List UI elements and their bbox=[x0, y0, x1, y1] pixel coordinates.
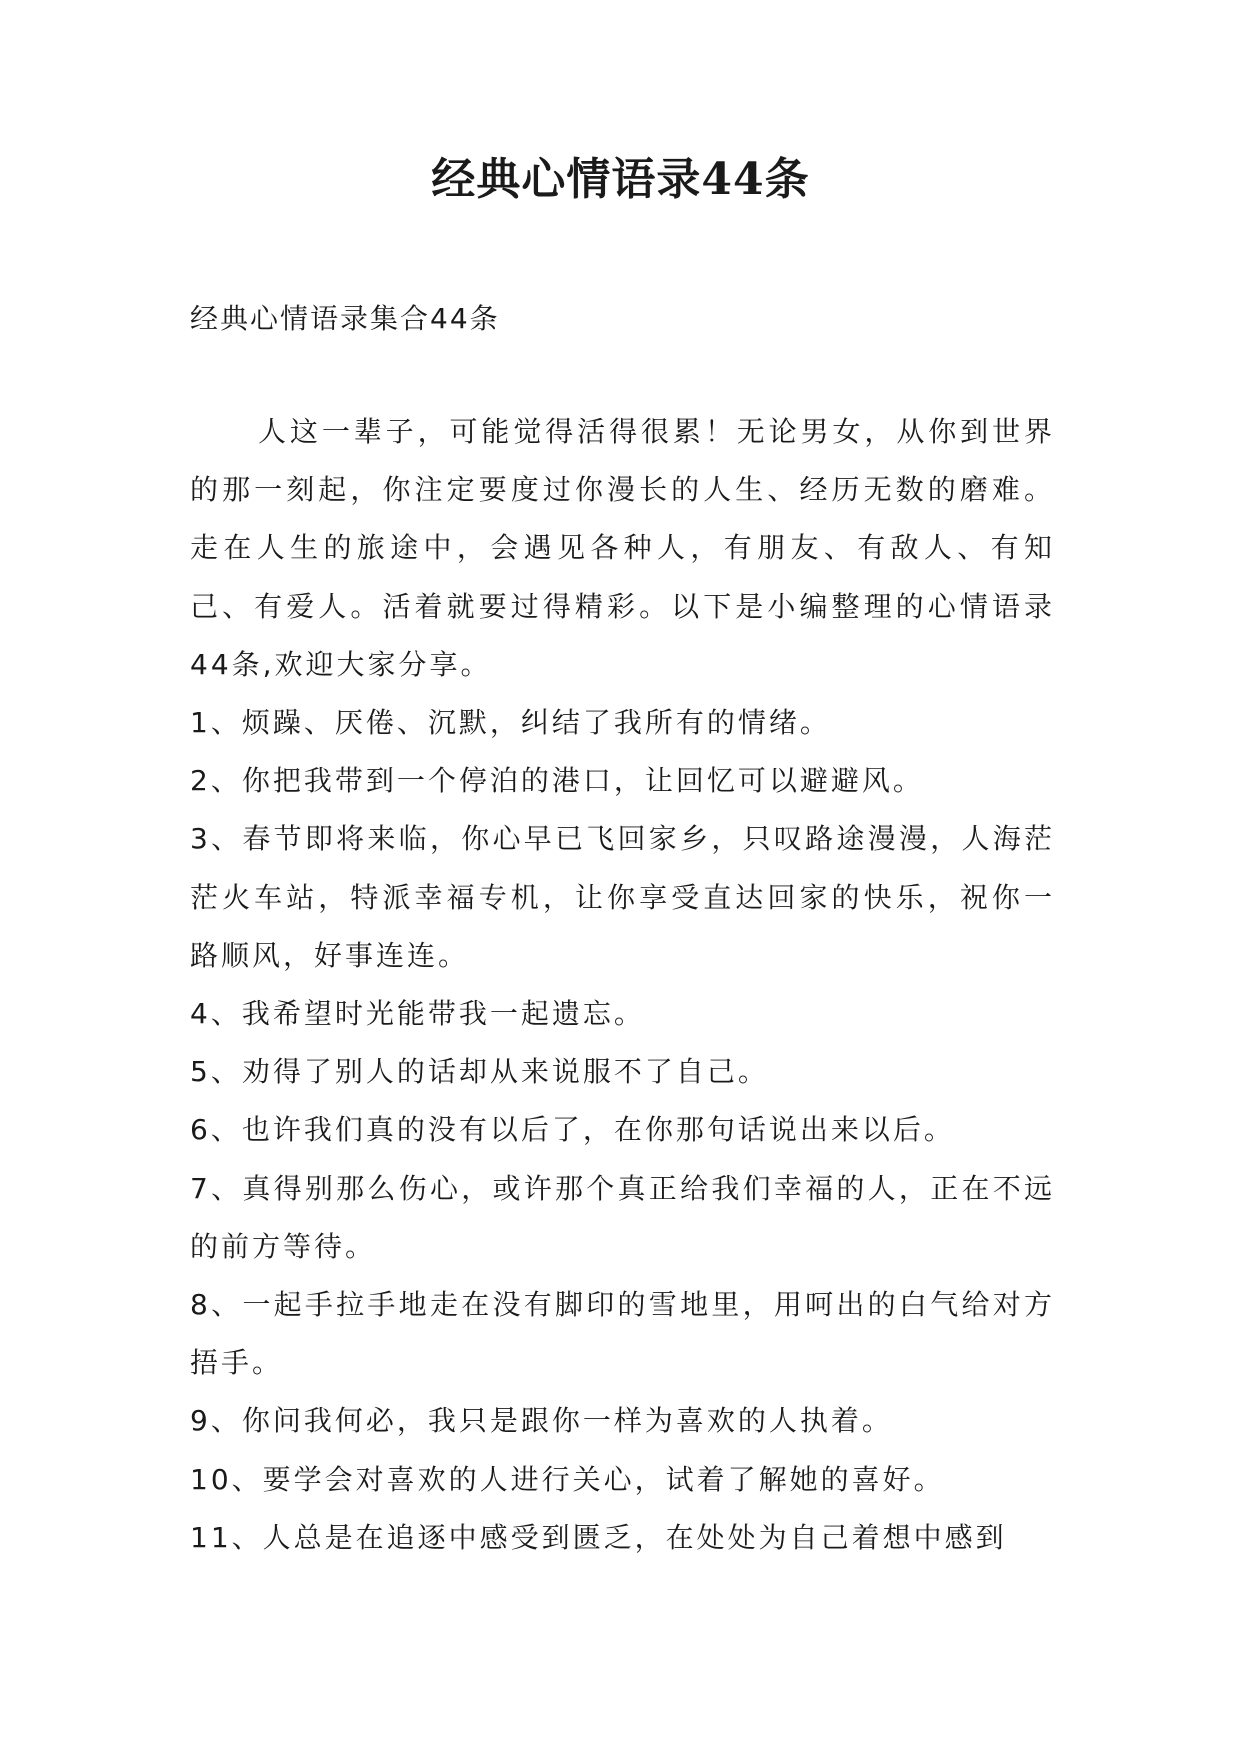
list-item: 3、春节即将来临，你心早已飞回家乡，只叹路途漫漫，人海茫茫火车站，特派幸福专机，让你享受直达回家的快乐，祝你一路顺风，好事连连。 bbox=[190, 822, 1055, 972]
document-title: 经典心情语录44条 bbox=[431, 154, 810, 205]
list-item: 7、真得别那么伤心，或许那个真正给我们幸福的人，正在不远的前方等待。 bbox=[190, 1171, 1055, 1263]
list-item: 8、一起手拉手地走在没有脚印的雪地里，用呵出的白气给对方捂手。 bbox=[190, 1288, 1055, 1380]
intro-paragraph: 人这一辈子，可能觉得活得很累！无论男女，从你到世界的那一刻起，你注定要度过你漫长的人生、经历无数的磨难。走在人生的旅途中，会遇见各种人，有朋友、有敌人、有知己、有爱人。活着就要过得精彩。以下是小编整理的心情语录44条,欢迎大家分享。 bbox=[190, 415, 1055, 681]
list-item: 6、也许我们真的没有以后了，在你那句话说出来以后。 bbox=[190, 1113, 955, 1147]
document-body bbox=[190, 403, 1055, 1567]
list-item: 11、人总是在追逐中感受到匮乏，在处处为自己着想中感到 bbox=[190, 1520, 1007, 1554]
list-item: 5、劝得了别人的话却从来说服不了自己。 bbox=[190, 1055, 769, 1089]
document-subtitle: 经典心情语录集合44条 bbox=[190, 302, 500, 335]
list-item: 9、你问我何必，我只是跟你一样为喜欢的人执着。 bbox=[190, 1404, 893, 1438]
list-item: 4、我希望时光能带我一起遗忘。 bbox=[190, 997, 645, 1031]
list-item: 1、烦躁、厌倦、沉默，纠结了我所有的情绪。 bbox=[190, 706, 831, 740]
list-item: 2、你把我带到一个停泊的港口，让回忆可以避避风。 bbox=[190, 764, 924, 798]
list-item: 10、要学会对喜欢的人进行关心，试着了解她的喜好。 bbox=[190, 1462, 945, 1496]
